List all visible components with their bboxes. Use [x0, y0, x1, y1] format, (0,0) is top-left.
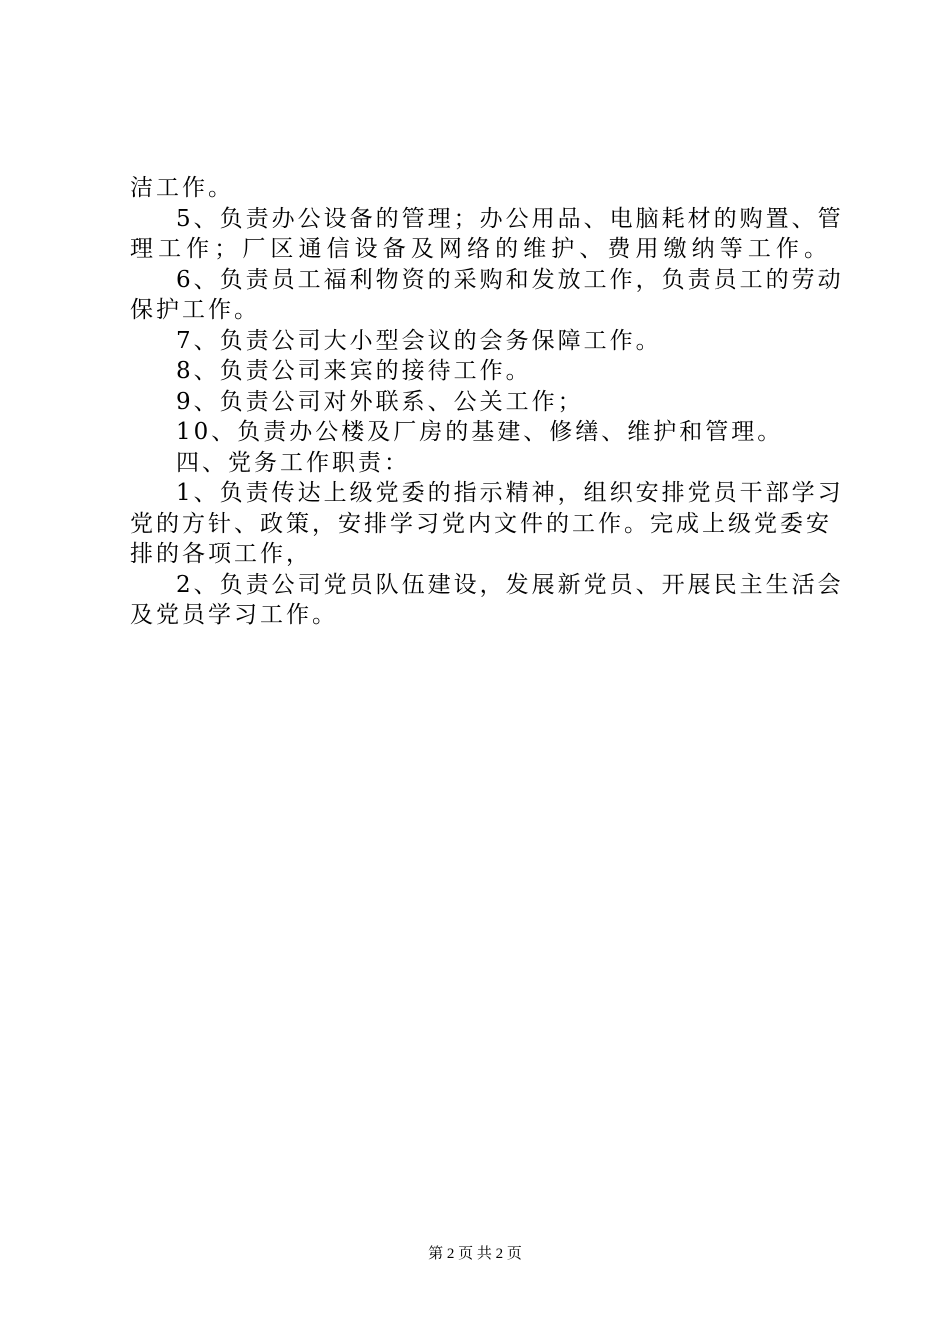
text-line: 及党员学习工作。: [130, 602, 338, 628]
text-line: 2、负责公司党员队伍建设，发展新党员、开展民主生活会: [176, 571, 844, 598]
text-line: 7、负责公司大小型会议的会务保障工作。: [176, 327, 662, 354]
text-line: 10、负责办公楼及厂房的基建、修缮、维护和管理。: [176, 419, 784, 445]
text-line: 6、负责员工福利物资的采购和发放工作，负责员工的劳动: [176, 266, 844, 293]
text-line: 保护工作。: [130, 297, 260, 323]
text-line: 排的各项工作，: [130, 541, 312, 567]
text-line: 1、负责传达上级党委的指示精神，组织安排党员干部学习: [176, 480, 844, 506]
text-line: 5、负责办公设备的管理；办公用品、电脑耗材的购置、管: [176, 205, 844, 232]
section-heading: 四、党务工作职责：: [176, 449, 410, 476]
page-footer: 第 2 页 共 2 页: [428, 1246, 522, 1262]
text-line: 8、负责公司来宾的接待工作。: [176, 358, 532, 384]
text-line: 党的方针、政策，安排学习党内文件的工作。完成上级党委安: [130, 510, 832, 537]
text-line: 理工作；厂区通信设备及网络的维护、费用缴纳等工作。: [130, 236, 830, 262]
document-body: [130, 173, 844, 631]
text-line: 洁工作。: [130, 175, 234, 201]
text-line: 9、负责公司对外联系、公关工作；: [176, 388, 584, 415]
